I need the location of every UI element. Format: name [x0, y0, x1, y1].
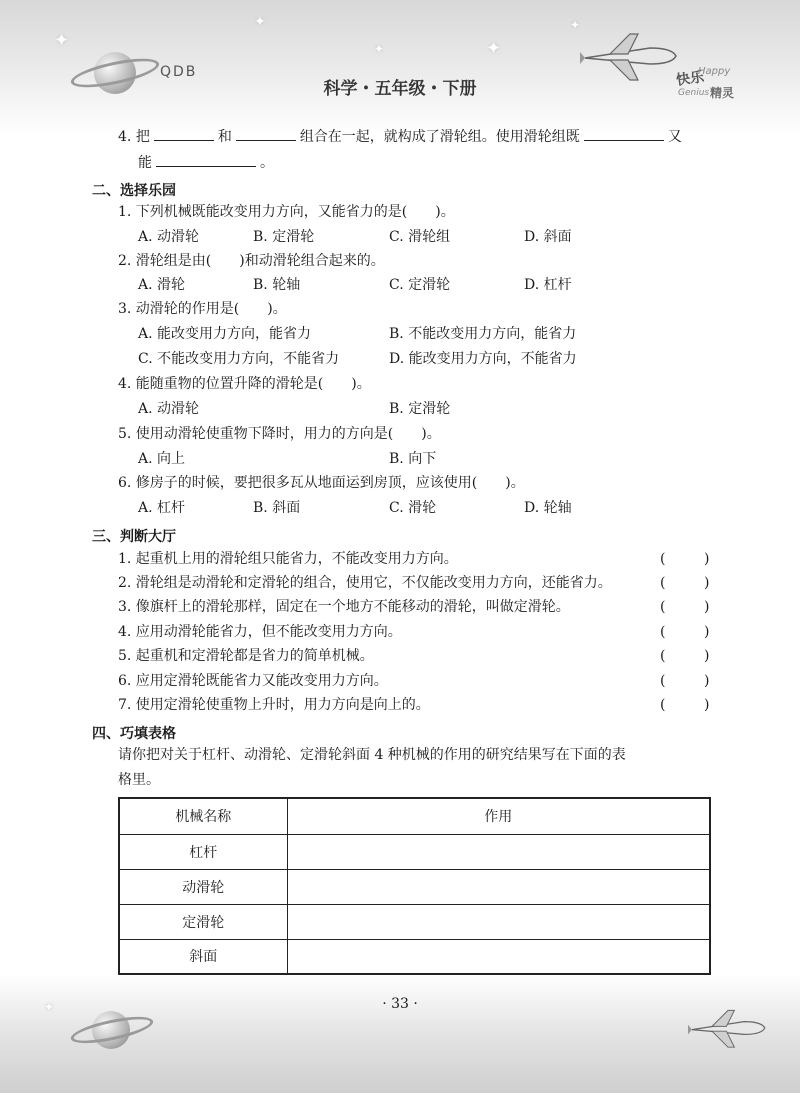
choice-option[interactable]: A. 向上 [138, 451, 186, 467]
machine-name-cell: 斜面 [119, 939, 287, 974]
choice-option[interactable]: D. 杠杆 [524, 277, 572, 293]
choice-question: 4. 能随重物的位置升降的滑轮是( )。 [118, 376, 371, 392]
star-icon: ✦ [374, 42, 385, 56]
choice-option[interactable]: B. 轮轴 [253, 277, 301, 293]
machine-name-cell: 杠杆 [119, 834, 287, 869]
space-shuttle-icon [688, 1004, 768, 1052]
choice-option[interactable]: B. 定滑轮 [389, 401, 451, 417]
answer-blank[interactable] [154, 127, 214, 141]
fill-question-4: 4. 把 和 组合在一起，就构成了滑轮组。使用滑轮组既 又 [118, 129, 682, 145]
star-icon: ✦ [254, 14, 266, 30]
choice-option[interactable]: B. 定滑轮 [253, 229, 315, 245]
machine-name-cell: 定滑轮 [119, 904, 287, 939]
answer-blank[interactable] [584, 127, 664, 141]
logo-happy-genius: 快乐 Happy Genius 精灵 [675, 66, 735, 100]
effect-cell[interactable] [287, 834, 710, 869]
page-number: · 33 · [382, 996, 418, 1012]
judge-item: 3. 像旗杆上的滑轮那样，固定在一个地方不能移动的滑轮，叫做定滑轮。 [118, 599, 570, 615]
table-row [119, 834, 710, 869]
column-header: 机械名称 [119, 798, 287, 834]
choice-option[interactable]: A. 滑轮 [138, 277, 186, 293]
choice-question: 5. 使用动滑轮使重物下降时，用力的方向是( )。 [118, 426, 441, 442]
star-icon: ✦ [486, 38, 502, 59]
table-instruction-cont: 格里。 [118, 772, 160, 788]
answer-blank[interactable] [156, 153, 256, 167]
choice-option[interactable]: C. 不能改变用力方向，不能省力 [138, 351, 340, 367]
table-header-row [119, 798, 710, 834]
choice-question: 2. 滑轮组是由( )和动滑轮组合起来的。 [118, 253, 385, 269]
star-icon: ✦ [54, 30, 70, 51]
choice-question: 6. 修房子的时候，要把很多瓦从地面运到房顶，应该使用( )。 [118, 475, 525, 491]
choice-option[interactable]: D. 斜面 [524, 229, 572, 245]
table-row [119, 869, 710, 904]
choice-option[interactable]: A. 动滑轮 [138, 401, 200, 417]
star-icon: ✦ [570, 18, 581, 32]
judge-item: 4. 应用动滑轮能省力，但不能改变用力方向。 [118, 624, 402, 640]
section-title-choice: 二、选择乐园 [92, 183, 176, 199]
fill-question-4-cont: 能 。 [138, 155, 274, 171]
star-icon: ✦ [44, 1000, 55, 1014]
space-shuttle-icon [580, 26, 680, 86]
judge-item: 5. 起重机和定滑轮都是省力的简单机械。 [118, 648, 374, 664]
planet-icon [70, 1008, 154, 1052]
judge-item: 2. 滑轮组是动滑轮和定滑轮的组合，使用它，不仅能改变用力方向，还能省力。 [118, 575, 612, 591]
table-row [119, 939, 710, 974]
choice-option[interactable]: C. 滑轮 [389, 500, 437, 516]
choice-option[interactable]: A. 动滑轮 [138, 229, 200, 245]
choice-option[interactable]: D. 轮轴 [524, 500, 572, 516]
brand-mark: QDB [160, 64, 198, 80]
choice-option[interactable]: C. 定滑轮 [389, 277, 451, 293]
choice-option[interactable]: D. 能改变用力方向，不能省力 [389, 351, 577, 367]
choice-question: 1. 下列机械既能改变用力方向，又能省力的是( )。 [118, 204, 455, 220]
machine-name-cell: 动滑轮 [119, 869, 287, 904]
choice-option[interactable]: C. 滑轮组 [389, 229, 451, 245]
effect-cell[interactable] [287, 869, 710, 904]
section-title-table: 四、巧填表格 [92, 726, 176, 742]
effect-cell[interactable] [287, 939, 710, 974]
judge-item: 7. 使用定滑轮使重物上升时，用力方向是向上的。 [118, 697, 430, 713]
choice-option[interactable]: A. 杠杆 [138, 500, 186, 516]
choice-question: 3. 动滑轮的作用是( )。 [118, 301, 287, 317]
choice-option[interactable]: A. 能改变用力方向，能省力 [138, 326, 312, 342]
judge-item: 6. 应用定滑轮既能省力又能改变用力方向。 [118, 673, 388, 689]
table-instruction: 请你把对关于杠杆、动滑轮、定滑轮斜面 4 种机械的作用的研究结果写在下面的表 [118, 747, 626, 763]
book-title: 科学・五年级・下册 [323, 79, 477, 99]
effect-cell[interactable] [287, 904, 710, 939]
choice-option[interactable]: B. 斜面 [253, 500, 301, 516]
results-table [118, 797, 711, 975]
table-row [119, 904, 710, 939]
choice-option[interactable]: B. 不能改变用力方向，能省力 [389, 326, 577, 342]
section-title-judge: 三、判断大厅 [92, 529, 176, 545]
column-header: 作用 [287, 798, 710, 834]
choice-option[interactable]: B. 向下 [389, 451, 437, 467]
answer-blank[interactable] [236, 127, 296, 141]
judge-item: 1. 起重机上用的滑轮组只能省力，不能改变用力方向。 [118, 551, 458, 567]
